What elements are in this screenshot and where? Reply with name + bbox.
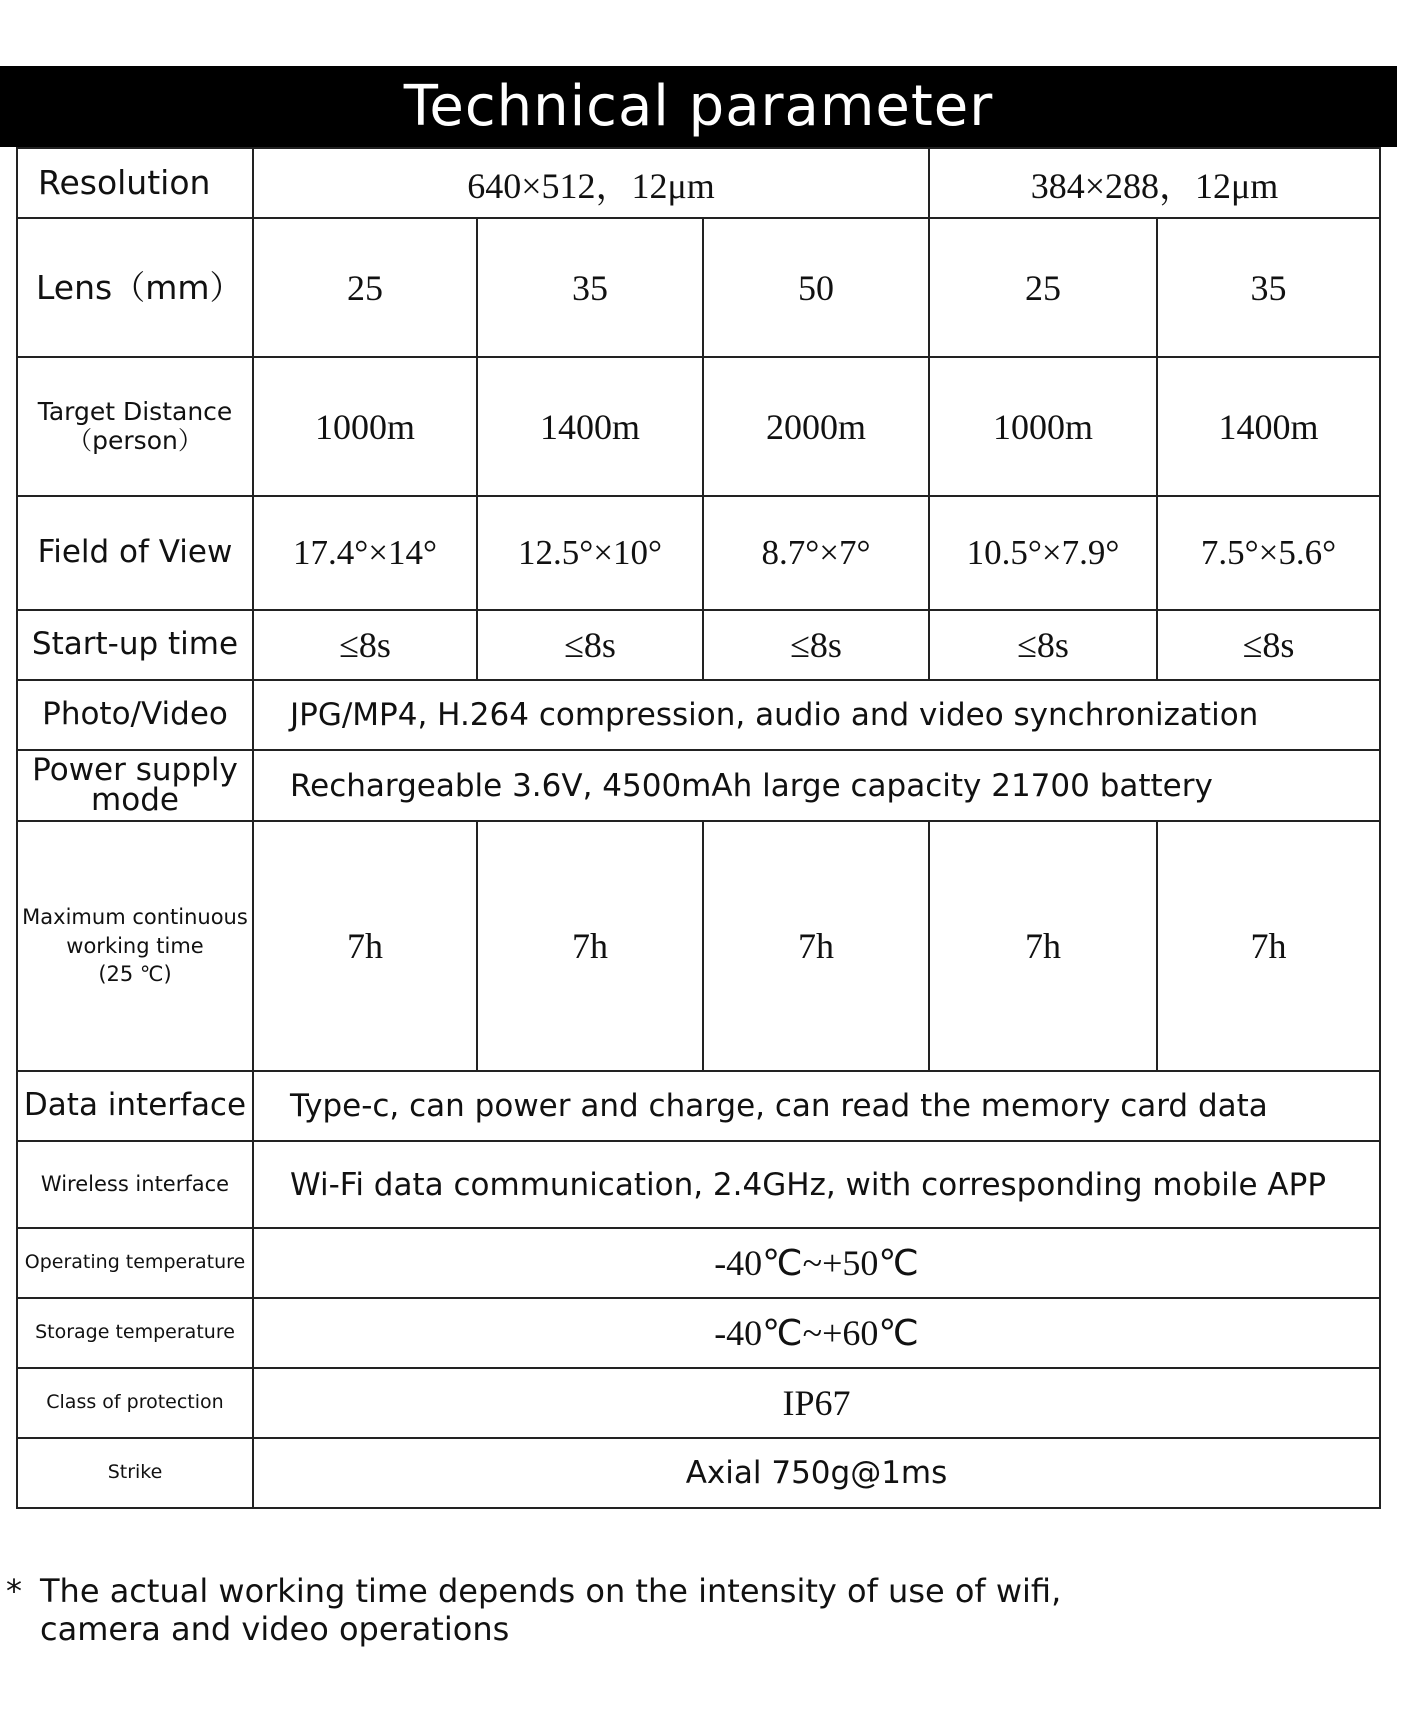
label-line: mode (91, 781, 179, 818)
data-interface-value: Type-c, can power and charge, can read the memory card data (253, 1071, 1380, 1141)
startup-value: ≤8s (477, 610, 703, 680)
row-strike (17, 1438, 1380, 1508)
label-protection: Class of protection (17, 1368, 253, 1438)
startup-value: ≤8s (703, 610, 929, 680)
photo-video-value: JPG/MP4, H.264 compression, audio and video synchronization (253, 680, 1380, 750)
wireless-interface-value: Wi-Fi data communication, 2.4GHz, with corresponding mobile APP (253, 1141, 1380, 1228)
label-strike: Strike (17, 1438, 253, 1508)
label-wireless-interface: Wireless interface (17, 1141, 253, 1228)
label-line: Maximum continuous (22, 905, 248, 930)
label-line: (25 ℃) (98, 962, 172, 987)
resolution-640: 640×512，12μm (253, 148, 929, 218)
label-line: working time (66, 933, 204, 958)
label-max-working-time (17, 821, 253, 1071)
footnote-line: The actual working time depends on the intensity of use of wifi, (40, 1572, 1062, 1610)
footnote-line: camera and video operations (40, 1610, 510, 1648)
working-time-value: 7h (703, 821, 929, 1071)
operating-temperature-value: -40℃~+50℃ (253, 1228, 1380, 1298)
distance-value: 2000m (703, 357, 929, 496)
row-protection (17, 1368, 1380, 1438)
label-photo-video: Photo/Video (17, 680, 253, 750)
label-startup-time: Start-up time (17, 610, 253, 680)
working-time-value: 7h (929, 821, 1157, 1071)
working-time-value: 7h (253, 821, 477, 1071)
footnote-marker: * (6, 1572, 22, 1610)
row-target-distance (17, 357, 1380, 496)
lens-value: 35 (477, 218, 703, 357)
fov-value: 17.4°×14° (253, 496, 477, 610)
row-lens (17, 218, 1380, 357)
fov-value: 12.5°×10° (477, 496, 703, 610)
distance-value: 1400m (477, 357, 703, 496)
working-time-value: 7h (1157, 821, 1380, 1071)
resolution-384: 384×288，12μm (929, 148, 1380, 218)
row-field-of-view (17, 496, 1380, 610)
label-line: Target Distance (37, 396, 233, 426)
row-operating-temperature (17, 1228, 1380, 1298)
row-power-supply (17, 750, 1380, 821)
label-data-interface: Data interface (17, 1071, 253, 1141)
row-startup-time (17, 610, 1380, 680)
row-resolution (17, 148, 1380, 218)
power-supply-value: Rechargeable 3.6V, 4500mAh large capacity 21700 battery (253, 750, 1380, 821)
strike-value: Axial 750g@1ms (253, 1438, 1380, 1508)
spec-table (16, 147, 1381, 1509)
footnote-text (40, 1572, 1061, 1648)
label-resolution: Resolution (17, 148, 253, 218)
row-wireless-interface (17, 1141, 1380, 1228)
row-photo-video (17, 680, 1380, 750)
storage-temperature-value: -40℃~+60℃ (253, 1298, 1380, 1368)
lens-value: 50 (703, 218, 929, 357)
label-field-of-view: Field of View (17, 496, 253, 610)
lens-value: 25 (253, 218, 477, 357)
fov-value: 10.5°×7.9° (929, 496, 1157, 610)
footnote (6, 1572, 1061, 1648)
label-power-supply (17, 750, 253, 821)
lens-value: 35 (1157, 218, 1380, 357)
lens-value: 25 (929, 218, 1157, 357)
label-operating-temperature: Operating temperature (17, 1228, 253, 1298)
working-time-value: 7h (477, 821, 703, 1071)
page-title: Technical parameter (403, 74, 994, 139)
startup-value: ≤8s (1157, 610, 1380, 680)
label-line: （person） (67, 425, 203, 455)
label-lens: Lens（mm） (17, 218, 253, 357)
distance-value: 1000m (929, 357, 1157, 496)
distance-value: 1400m (1157, 357, 1380, 496)
row-storage-temperature (17, 1298, 1380, 1368)
title-bar (0, 66, 1397, 147)
startup-value: ≤8s (253, 610, 477, 680)
startup-value: ≤8s (929, 610, 1157, 680)
fov-value: 7.5°×5.6° (1157, 496, 1380, 610)
label-storage-temperature: Storage temperature (17, 1298, 253, 1368)
distance-value: 1000m (253, 357, 477, 496)
protection-value: IP67 (253, 1368, 1380, 1438)
label-target-distance (17, 357, 253, 496)
row-max-working-time (17, 821, 1380, 1071)
row-data-interface (17, 1071, 1380, 1141)
fov-value: 8.7°×7° (703, 496, 929, 610)
label-line: Power supply (32, 752, 238, 789)
